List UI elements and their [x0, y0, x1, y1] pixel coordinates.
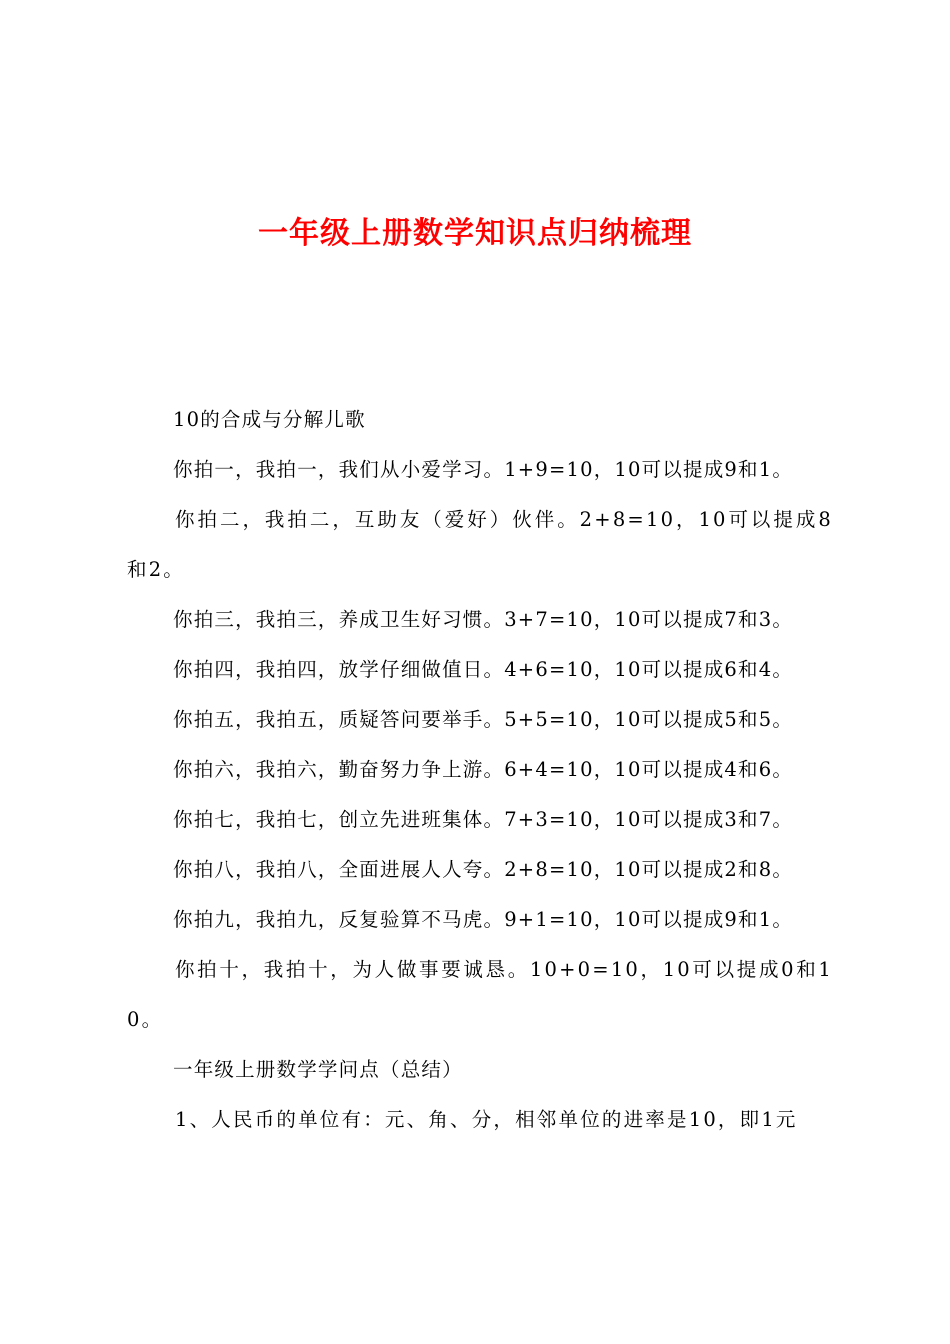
paragraph-line-2: 你拍二，我拍二，互助友（爱好）伙伴。2+8=10，10可以提成8和2。: [127, 508, 833, 581]
paragraph-line-10: 你拍十，我拍十，为人做事要诚恳。10+0=10，10可以提成0和10。: [127, 958, 833, 1031]
paragraph-line-6: 你拍六，我拍六，勤奋努力争上游。6+4=10，10可以提成4和6。: [173, 758, 794, 781]
paragraph-line-3: 你拍三，我拍三，养成卫生好习惯。3+7=10，10可以提成7和3。: [173, 608, 794, 631]
paragraph-line-7: 你拍七，我拍七，创立先进班集体。7+3=10，10可以提成3和7。: [173, 808, 794, 831]
document-body: [127, 395, 833, 1145]
paragraph-line-8: 你拍八，我拍八，全面进展人人夸。2+8=10，10可以提成2和8。: [173, 858, 794, 881]
document-title: 一年级上册数学知识点归纳梳理: [258, 216, 692, 251]
paragraph-heading-song: 10的合成与分解儿歌: [173, 408, 366, 431]
paragraph-line-4: 你拍四，我拍四，放学仔细做值日。4+6=10，10可以提成6和4。: [173, 658, 794, 681]
paragraph-line-5: 你拍五，我拍五，质疑答问要举手。5+5=10，10可以提成5和5。: [173, 708, 794, 731]
paragraph-point-1: 1、人民币的单位有：元、角、分，相邻单位的进率是10，即1元: [175, 1108, 798, 1131]
paragraph-line-1: 你拍一，我拍一，我们从小爱学习。1+9=10，10可以提成9和1。: [173, 458, 794, 481]
paragraph-line-9: 你拍九，我拍九，反复验算不马虎。9+1=10，10可以提成9和1。: [173, 908, 794, 931]
paragraph-heading-summary: 一年级上册数学学问点（总结）: [173, 1058, 463, 1081]
